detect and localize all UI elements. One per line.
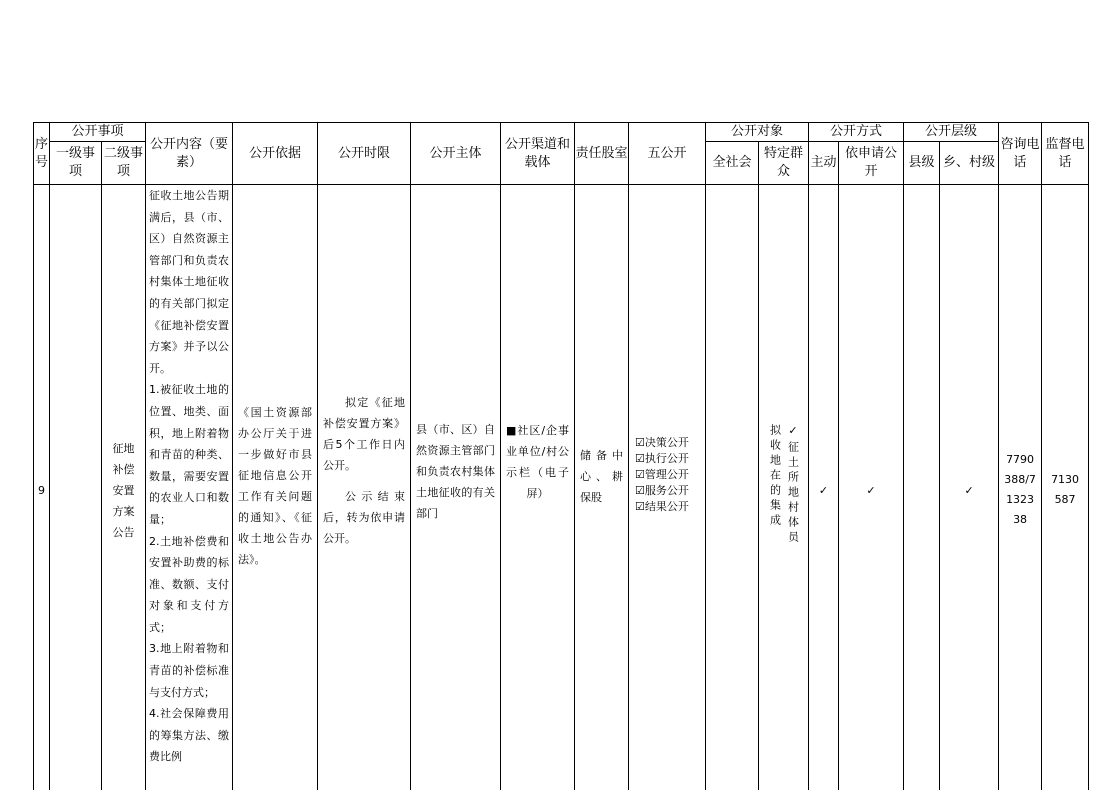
header-method: 公开方式 [809,123,904,142]
specific-group-text [759,424,808,546]
five-open-item: ☑服务公开 [635,484,689,497]
cell-channel [501,185,575,790]
cell-supervise-phone [1042,185,1089,790]
header-items: 公开事项 [50,123,146,142]
cell-level1 [50,185,102,790]
header-township: 乡、村级 [940,142,999,185]
cell-county-check [904,185,940,790]
header-county: 县级 [904,142,940,185]
specific-group-col-2: 拟收地在的集成 [768,424,782,529]
header-specific-group: 特定群众 [759,142,809,185]
time-limit-text-1: 拟定《征地补偿安置方案》后5个工作日内公开。 [323,395,406,472]
dept-text: 储备中心、耕保股 [580,448,624,504]
specific-group-col-1: ✓征土所地村体员 [786,424,800,546]
cell-whole-society [706,185,759,790]
header-channel: 公开渠道和载体 [501,123,575,185]
header-seq: 序号 [34,123,50,185]
cell-consult-phone [999,185,1042,790]
cell-township-check: ✓ [940,185,999,790]
header-supervise-phone: 监督电话 [1042,123,1089,185]
cell-time-limit [318,185,411,790]
cell-seq: 9 [34,185,50,790]
cell-content [146,185,233,790]
cell-basis [233,185,318,790]
header-level: 公开层级 [904,123,999,142]
disclosure-table [33,122,1089,790]
header-time-limit: 公开时限 [318,123,411,185]
time-limit-text-2: 公示结束后，转为依申请公开。 [323,489,406,545]
cell-five-open [629,185,706,790]
content-para-2: 2.土地补偿费和安置补助费的标准、数额、支付对象和支付方式； [149,534,230,634]
five-open-item: ☑决策公开 [635,436,689,449]
cell-subject [411,185,501,790]
cell-active-check: ✓ [809,185,839,790]
header-on-request: 依申请公开 [839,142,904,185]
content-para-4: 4.社会保障费用的筹集方法、缴费比例 [149,707,230,764]
level2-text: 征地补偿安置方案公告 [112,441,135,539]
five-open-item: ☑管理公开 [635,468,689,481]
content-para-0: 征收土地公告期满后，县（市、区）自然资源主管部门和负责农村集体土地征收的有关部门拟定《征地补偿安置方案》并予以公开。 [149,189,230,375]
header-basis: 公开依据 [233,123,318,185]
header-active: 主动 [809,142,839,185]
supervise-phone-text: 7130587 [1051,473,1080,506]
subject-text: 县（市、区）自然资源主管部门和负责农村集体土地征收的有关部门 [416,422,496,520]
header-five-open: 五公开 [629,123,706,185]
header-whole-society: 全社会 [706,142,759,185]
five-open-item: ☑结果公开 [635,500,689,513]
header-consult-phone: 咨询电话 [999,123,1042,185]
content-para-1: 1.被征收土地的位置、地类、面积，地上附着物和青苗的种类、数量，需要安置的农业人口和数量； [149,383,230,526]
content-para-3: 3.地上附着物和青苗的补偿标准与支付方式； [149,642,230,699]
five-open-item: ☑执行公开 [635,452,689,465]
header-subject: 公开主体 [411,123,501,185]
content-paragraphs [146,185,232,768]
header-dept: 责任股室 [575,123,629,185]
header-level1: 一级事项 [50,142,102,185]
channel-text: ■社区/企事业单位/村公示栏（电子屏） [506,424,570,500]
header-target: 公开对象 [706,123,809,142]
cell-specific-group [759,185,809,790]
basis-text: 《国土资源部办公厅关于进一步做好市县征地信息公开工作有关问题的通知》、《征收土地公告办法》。 [238,406,313,566]
table-row [34,185,1089,790]
header-content: 公开内容（要素） [146,123,233,185]
header-level2: 二级事项 [102,142,146,185]
cell-request-check: ✓ [839,185,904,790]
cell-level2 [102,185,146,790]
five-open-list [629,435,705,515]
cell-dept [575,185,629,790]
consult-phone-text: 7790388/7132338 [1004,453,1036,526]
